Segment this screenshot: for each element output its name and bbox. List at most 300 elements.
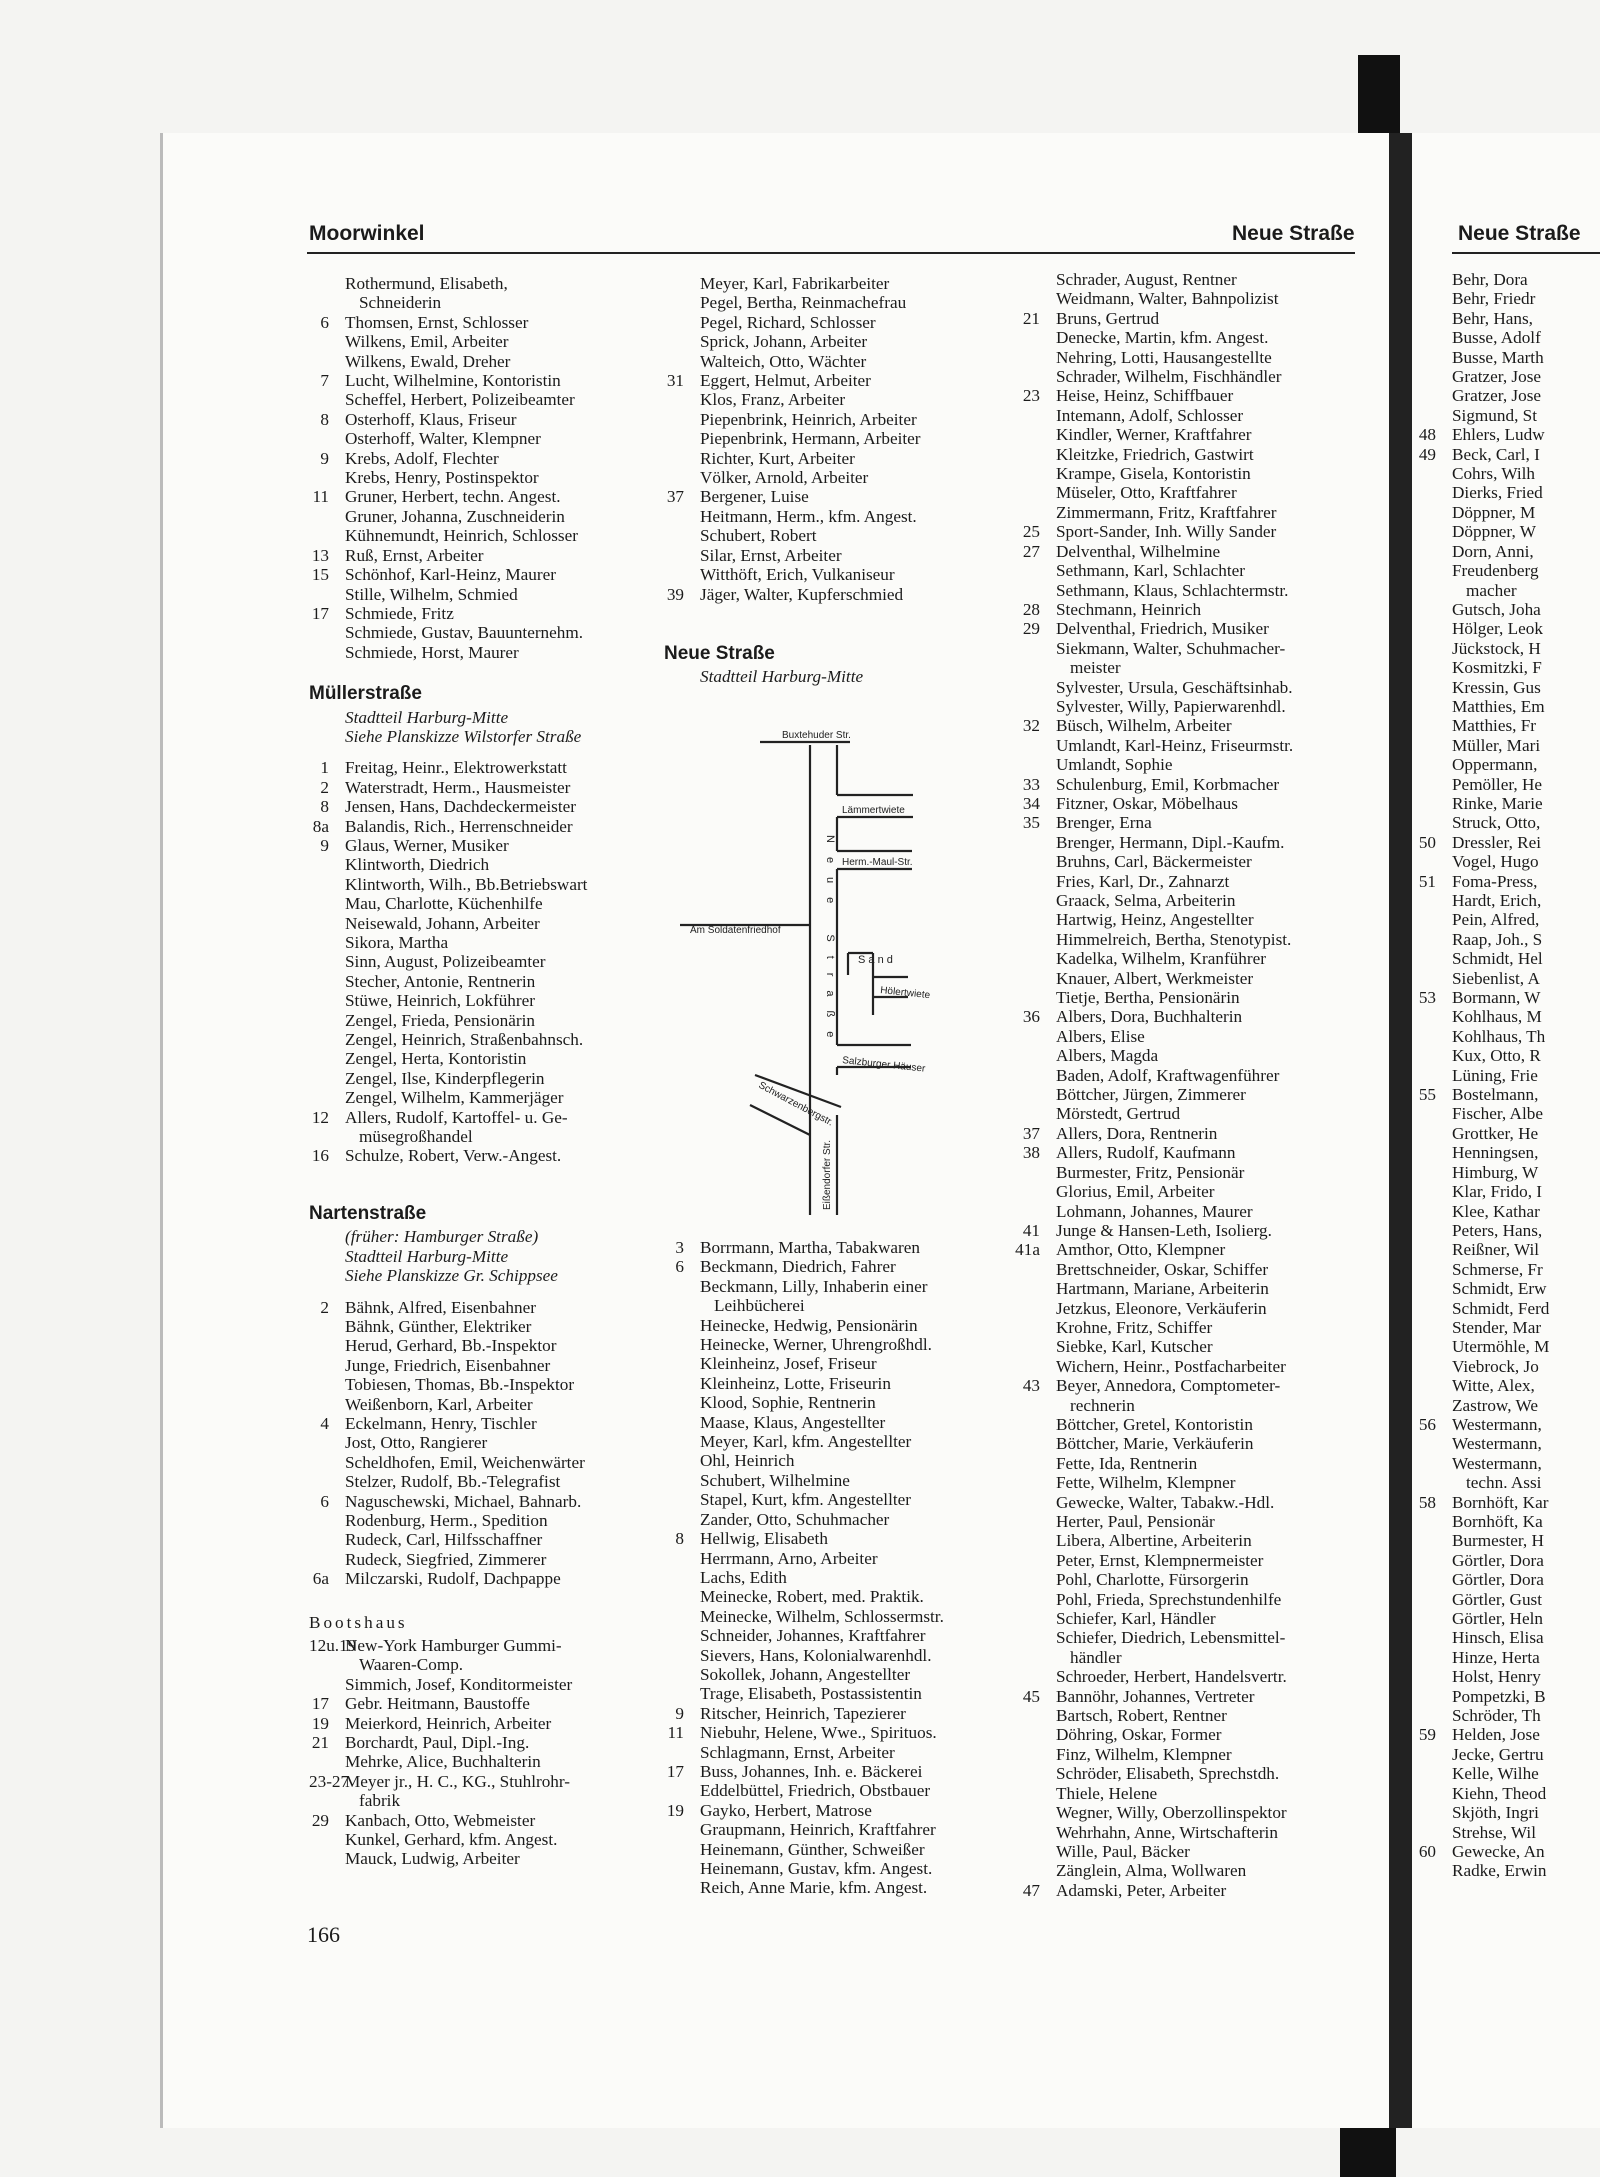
house-number (1008, 270, 1056, 289)
resident-entry: Klee, Kathar (1452, 1201, 1540, 1221)
resident-entry: Osterhoff, Walter, Klempner (345, 429, 541, 449)
house-number (1418, 1066, 1452, 1085)
directory-entry (1418, 1531, 1600, 1550)
section-title-muellerstrasse: Müllerstraße (309, 683, 422, 705)
directory-entry (1418, 1260, 1600, 1279)
resident-entry: Tietje, Bertha, Pensionärin (1056, 988, 1240, 1008)
directory-entry (309, 449, 649, 468)
house-number (309, 1069, 345, 1088)
resident-entry: Meyer, Karl, Fabrikarbeiter (700, 274, 890, 293)
house-number (660, 410, 700, 429)
directory-entry (309, 390, 649, 409)
resident-entry: Weidmann, Walter, Bahnpolizist (1056, 289, 1279, 309)
directory-entry (660, 1490, 1010, 1509)
directory-entry (309, 1298, 649, 1317)
directory-entry (660, 1820, 1010, 1839)
directory-entry (1418, 1357, 1600, 1376)
directory-entry (1418, 658, 1600, 677)
directory-entry (1008, 1473, 1358, 1492)
house-number: 29 (1022, 619, 1040, 639)
resident-entry: Jetzkus, Eleonore, Verkäuferin (1056, 1298, 1267, 1318)
resident-entry: Junge & Hansen-Leth, Isolierg. (1056, 1220, 1272, 1240)
house-number (660, 449, 700, 468)
house-number (309, 526, 345, 545)
directory-entry (1008, 1124, 1358, 1143)
resident-entry: Jensen, Hans, Dachdeckermeister (345, 797, 576, 817)
resident-entry: Sylvester, Willy, Papierwarenhdl. (1056, 696, 1286, 716)
resident-entry: Kühnemundt, Heinrich, Schlosser (345, 526, 578, 546)
house-number (309, 1030, 345, 1049)
resident-entry: Thomsen, Ernst, Schlosser (345, 312, 529, 332)
house-number (660, 1490, 700, 1509)
resident-entry: Hölger, Leok (1452, 619, 1543, 639)
directory-entry (660, 1626, 1010, 1645)
resident-entry: Stille, Wilhelm, Schmied (345, 584, 518, 604)
resident-entry: Kleinheinz, Josef, Friseur (700, 1354, 877, 1374)
resident-entry: rechnerin (1070, 1395, 1135, 1415)
house-number: 23 (1022, 386, 1040, 406)
directory-entry (309, 507, 649, 526)
resident-entry: Scheffel, Herbert, Polizeibeamter (345, 390, 575, 410)
house-number (1008, 483, 1056, 502)
directory-entry (1418, 1609, 1600, 1628)
directory-entry (660, 1549, 1010, 1568)
house-number (1418, 1260, 1452, 1279)
resident-entry: händler (1070, 1647, 1122, 1667)
house-number (1418, 581, 1452, 600)
resident-entry: Herud, Gerhard, Bb.-Inspektor (345, 1336, 557, 1356)
directory-entry (1418, 1434, 1600, 1453)
house-number: 6 (320, 1491, 329, 1511)
resident-entry: Meyer jr., H. C., KG., Stuhlrohr- (345, 1771, 570, 1791)
house-number (660, 293, 700, 312)
directory-entry (309, 293, 649, 312)
resident-entry: Burmester, H (1452, 1531, 1544, 1551)
header-right: Neue Straße (1458, 222, 1581, 245)
house-number (1008, 289, 1056, 308)
directory-entry (309, 797, 649, 816)
directory-entry (1008, 678, 1358, 697)
resident-entry: Schmerse, Fr (1452, 1259, 1543, 1279)
resident-entry: Thiele, Helene (1056, 1783, 1158, 1803)
house-number (309, 933, 345, 952)
house-number (1418, 1299, 1452, 1318)
resident-entry: Rudeck, Siegfried, Zimmerer (345, 1549, 547, 1569)
house-number: 12 (311, 1107, 329, 1127)
map-label-sand: S a n d (858, 954, 893, 966)
house-number (1418, 949, 1452, 968)
resident-entry: Piepenbrink, Heinrich, Arbeiter (700, 409, 917, 429)
directory-entry (1008, 1085, 1358, 1104)
resident-entry: Hardt, Erich, (1452, 891, 1542, 910)
directory-entry (1008, 1512, 1358, 1531)
house-number (660, 1374, 700, 1393)
resident-entry: Ruß, Ernst, Arbeiter (345, 545, 484, 565)
directory-entry (309, 1108, 649, 1127)
house-number (1418, 1512, 1452, 1531)
directory-entry (309, 875, 649, 894)
house-number (1008, 367, 1056, 386)
directory-entry (309, 972, 649, 991)
directory-entry (660, 1510, 1010, 1529)
house-number (309, 468, 345, 487)
directory-entry (1008, 1396, 1358, 1415)
directory-entry (1008, 639, 1358, 658)
resident-entry: Bruns, Gertrud (1056, 308, 1160, 328)
resident-entry: Siekmann, Walter, Schuhmacher- (1056, 638, 1286, 658)
house-number (1418, 736, 1452, 755)
directory-entry (1418, 1415, 1600, 1434)
house-number: 41a (1015, 1240, 1040, 1260)
resident-entry: Schmiede, Horst, Maurer (345, 642, 519, 662)
resident-entry: Beckmann, Diedrich, Fahrer (700, 1257, 896, 1277)
house-number (660, 1878, 700, 1897)
directory-entry (1008, 1823, 1358, 1842)
directory-entry (1008, 503, 1358, 522)
resident-entry: Henningsen, (1452, 1143, 1539, 1163)
directory-entry (309, 855, 649, 874)
section-subtitle: Stadtteil Harburg-Mitte (345, 1246, 509, 1266)
directory-entry (309, 371, 649, 390)
resident-entry: Beckmann, Lilly, Inhaberin einer (700, 1276, 928, 1296)
house-number (1418, 1531, 1452, 1550)
house-number (1008, 891, 1056, 910)
resident-entry: Reißner, Wil (1452, 1240, 1540, 1260)
directory-entry (660, 1354, 1010, 1373)
house-number (1008, 1337, 1056, 1356)
directory-entry (1418, 1299, 1600, 1318)
resident-entry: Fries, Karl, Dr., Zahnarzt (1056, 871, 1230, 891)
directory-entry (660, 1684, 1010, 1703)
resident-entry: Allers, Rudolf, Kartoffel- u. Ge- (345, 1107, 568, 1127)
house-number (1418, 930, 1452, 949)
resident-entry: Pompetzki, B (1452, 1686, 1546, 1706)
directory-entry (660, 1743, 1010, 1762)
resident-entry: Zänglein, Alma, Wollwaren (1056, 1861, 1247, 1881)
resident-entry: Meierkord, Heinrich, Arbeiter (345, 1713, 552, 1733)
directory-entry (660, 1316, 1010, 1335)
directory-entry (309, 1049, 649, 1068)
house-number: 8 (320, 797, 329, 817)
resident-entry: Graack, Selma, Arbeiterin (1056, 891, 1236, 910)
directory-entry (309, 1317, 649, 1336)
house-number (309, 1752, 345, 1771)
directory-entry (1008, 716, 1358, 735)
resident-entry: Schröder, Elisabeth, Sprechstdh. (1056, 1764, 1280, 1784)
house-number (309, 972, 345, 991)
resident-entry: Rinke, Marie (1452, 793, 1543, 813)
directory-entry (1418, 910, 1600, 929)
house-number (1008, 658, 1056, 677)
house-number (1008, 561, 1056, 580)
directory-entry (309, 1772, 649, 1791)
directory-entry (1008, 775, 1358, 794)
resident-entry: Zengel, Heinrich, Straßenbahnsch. (345, 1030, 584, 1050)
house-number (660, 1859, 700, 1878)
directory-entry (309, 1414, 649, 1433)
resident-entry: Bähnk, Günther, Elektriker (345, 1316, 532, 1336)
house-number (1008, 833, 1056, 852)
house-number: 11 (312, 487, 329, 507)
house-number (309, 855, 345, 874)
house-number (1008, 1823, 1056, 1842)
house-number (309, 875, 345, 894)
directory-entry (660, 1451, 1010, 1470)
directory-entry (1418, 872, 1600, 891)
house-number (1418, 1745, 1452, 1764)
resident-entry: Matthies, Em (1452, 696, 1545, 716)
directory-entry (1008, 755, 1358, 774)
house-number (1418, 1104, 1452, 1123)
resident-entry: Bornhöft, Kar (1452, 1492, 1549, 1512)
directory-entry (660, 1432, 1010, 1451)
house-number (660, 1568, 700, 1587)
resident-entry: Görtler, Dora (1452, 1570, 1544, 1590)
directory-entry (1008, 949, 1358, 968)
house-number (1418, 891, 1452, 910)
house-number (660, 1451, 700, 1470)
resident-entry: Stapel, Kurt, kfm. Angestellter (700, 1490, 911, 1510)
directory-entry (1008, 852, 1358, 871)
header-mid: Neue Straße (1232, 222, 1355, 245)
house-number (1418, 1687, 1452, 1706)
column-3 (1008, 270, 1358, 1900)
house-number (1008, 639, 1056, 658)
directory-entry (309, 1030, 649, 1049)
resident-entry: Bornhöft, Ka (1452, 1512, 1543, 1531)
house-number (660, 1471, 700, 1490)
directory-entry (660, 332, 1010, 351)
house-number (1008, 1434, 1056, 1453)
directory-entry (309, 352, 649, 371)
house-number: 39 (666, 584, 684, 604)
house-number: 28 (1022, 599, 1040, 619)
house-number (1008, 678, 1056, 697)
resident-entry: Vogel, Hugo (1452, 852, 1539, 872)
directory-entry (1008, 406, 1358, 425)
directory-entry (1418, 270, 1600, 289)
resident-entry: Bähnk, Alfred, Eisenbahner (345, 1297, 536, 1317)
house-number (1418, 367, 1452, 386)
house-number: 45 (1022, 1686, 1040, 1706)
directory-entry (309, 332, 649, 351)
house-number (1008, 328, 1056, 347)
directory-entry (1418, 1124, 1600, 1143)
house-number: 7 (320, 371, 329, 391)
house-number (1008, 1279, 1056, 1298)
resident-entry: Pegel, Bertha, Reinmachefrau (700, 293, 907, 313)
house-number (1418, 775, 1452, 794)
house-number (309, 1791, 345, 1810)
directory-entry (309, 1511, 649, 1530)
resident-entry: Burmester, Fritz, Pensionär (1056, 1162, 1245, 1182)
book-gutter (1386, 133, 1412, 2128)
house-number (1008, 1318, 1056, 1337)
resident-entry: Westermann, (1452, 1434, 1542, 1454)
resident-entry: Jost, Otto, Rangierer (345, 1433, 488, 1453)
directory-entry (1418, 1182, 1600, 1201)
bootshaus-heading: Bootshaus (309, 1612, 408, 1632)
resident-entry: Eckelmann, Henry, Tischler (345, 1413, 537, 1433)
house-number (309, 1530, 345, 1549)
house-number (1418, 716, 1452, 735)
house-number: 9 (320, 835, 329, 855)
resident-entry: Wille, Paul, Bäcker (1056, 1841, 1190, 1861)
resident-entry: Lachs, Edith (700, 1567, 787, 1587)
resident-entry: Schmiede, Gustav, Bauunternehm. (345, 623, 584, 643)
resident-entry: Kanbach, Otto, Webmeister (345, 1810, 536, 1830)
resident-entry: Westermann, (1452, 1414, 1542, 1434)
house-number: 36 (1022, 1007, 1040, 1027)
directory-entry (1418, 503, 1600, 522)
house-number (309, 1472, 345, 1491)
resident-entry: Dorn, Anni, (1452, 541, 1534, 561)
directory-entry (1008, 445, 1358, 464)
resident-entry: Hinsch, Elisa (1452, 1628, 1544, 1648)
directory-entry (1008, 1725, 1358, 1744)
directory-entry (309, 778, 649, 797)
directory-entry (1418, 406, 1600, 425)
header-left: Moorwinkel (309, 222, 425, 245)
house-number (1418, 794, 1452, 813)
house-number (1008, 1764, 1056, 1783)
section-subtitle: Stadtteil Harburg-Mitte (700, 667, 864, 687)
resident-entry: Stender, Mar (1452, 1317, 1542, 1337)
house-number: 50 (1418, 832, 1436, 852)
resident-entry: Reich, Anne Marie, kfm. Angest. (700, 1878, 928, 1898)
directory-entry (309, 313, 649, 332)
resident-entry: Sport-Sander, Inh. Willy Sander (1056, 522, 1277, 542)
directory-entry (1418, 1007, 1600, 1026)
house-number: 60 (1418, 1841, 1436, 1861)
resident-entry: Weißenborn, Karl, Arbeiter (345, 1394, 533, 1414)
directory-entry (1008, 1202, 1358, 1221)
house-number (1418, 1318, 1452, 1337)
house-number (309, 1849, 345, 1868)
directory-entry (309, 1127, 649, 1146)
resident-entry: Balandis, Rich., Herrenschneider (345, 816, 573, 836)
directory-entry (1418, 1861, 1600, 1880)
house-number: 31 (666, 371, 684, 391)
directory-entry (1418, 678, 1600, 697)
resident-entry: Klos, Franz, Arbeiter (700, 390, 846, 410)
directory-entry (1418, 309, 1600, 328)
directory-entry (1418, 581, 1600, 600)
directory-entry (660, 1257, 1010, 1276)
house-number (660, 1277, 700, 1296)
directory-entry (1008, 1318, 1358, 1337)
house-number (1418, 270, 1452, 289)
resident-entry: Foma-Press, (1452, 871, 1538, 891)
house-number (660, 468, 700, 487)
house-number (1008, 1745, 1056, 1764)
directory-entry (309, 274, 649, 293)
resident-entry: Albers, Magda (1056, 1046, 1159, 1066)
resident-entry: Behr, Hans, (1452, 308, 1533, 328)
directory-entry (660, 1723, 1010, 1742)
resident-entry: Heinemann, Gustav, kfm. Angest. (700, 1859, 933, 1878)
directory-entry (1008, 581, 1358, 600)
resident-entry: Bartsch, Robert, Rentner (1056, 1706, 1227, 1726)
section-subtitle: Siehe Planskizze Wilstorfer Straße (345, 726, 582, 746)
resident-entry: Behr, Friedr (1452, 289, 1536, 309)
directory-entry (1418, 716, 1600, 735)
resident-entry: Utermöhle, M (1452, 1337, 1550, 1357)
resident-entry: Kohlhaus, M (1452, 1007, 1542, 1027)
resident-entry: Cohrs, Wilh (1452, 464, 1536, 484)
directory-entry (309, 546, 649, 565)
house-number (1418, 309, 1452, 328)
resident-entry: Delventhal, Wilhelmine (1056, 541, 1221, 561)
house-number: 19 (666, 1800, 684, 1820)
resident-entry: Dressler, Rei (1452, 832, 1542, 852)
directory-entry (1008, 1299, 1358, 1318)
house-number (1418, 1648, 1452, 1667)
house-number (1008, 464, 1056, 483)
directory-entry (1418, 736, 1600, 755)
resident-entry: Tobiesen, Thomas, Bb.-Inspektor (345, 1375, 575, 1395)
directory-entry (309, 1675, 649, 1694)
directory-entry (660, 1781, 1010, 1800)
directory-entry (660, 1471, 1010, 1490)
house-number (1008, 1046, 1056, 1065)
directory-entry (1008, 464, 1358, 483)
directory-entry (1418, 1590, 1600, 1609)
house-number (309, 1433, 345, 1452)
directory-entry (660, 507, 1010, 526)
directory-entry (1418, 1396, 1600, 1415)
map-label-salzburger: Salzburger Häuser (841, 1055, 926, 1075)
house-number (309, 1395, 345, 1414)
directory-entry (1008, 872, 1358, 891)
directory-entry (1418, 600, 1600, 619)
directory-entry (660, 1277, 1010, 1296)
house-number (309, 991, 345, 1010)
directory-entry (1418, 1551, 1600, 1570)
resident-entry: Müller, Mari (1452, 735, 1541, 755)
directory-entry (1008, 1007, 1358, 1026)
resident-entry: Busse, Adolf (1452, 328, 1541, 348)
resident-entry: Sokollek, Johann, Angestellter (700, 1664, 911, 1684)
directory-entry (1418, 522, 1600, 541)
resident-entry: müsegroßhandel (359, 1127, 473, 1147)
house-number (660, 1684, 700, 1703)
resident-entry: Bormann, W (1452, 988, 1541, 1008)
resident-entry: Fischer, Albe (1452, 1104, 1543, 1124)
resident-entry: Silar, Ernst, Arbeiter (700, 545, 842, 565)
house-number: 37 (1022, 1123, 1040, 1143)
house-number: 8 (675, 1529, 684, 1549)
directory-entry (309, 1356, 649, 1375)
house-number: 25 (1022, 522, 1040, 542)
directory-entry (660, 1646, 1010, 1665)
house-number (660, 546, 700, 565)
resident-entry: Piepenbrink, Hermann, Arbeiter (700, 429, 921, 449)
directory-entry (660, 1529, 1010, 1548)
resident-entry: Gratzer, Jose (1452, 386, 1542, 406)
directory-entry (1008, 658, 1358, 677)
resident-entry: Albers, Dora, Buchhalterin (1056, 1007, 1243, 1027)
directory-entry (1008, 1609, 1358, 1628)
house-number: 9 (675, 1703, 684, 1723)
house-number (309, 585, 345, 604)
directory-entry (309, 1453, 649, 1472)
house-number (1008, 425, 1056, 444)
directory-entry (1418, 1493, 1600, 1512)
resident-entry: Heinemann, Günther, Schweißer (700, 1839, 925, 1859)
house-number (309, 1336, 345, 1355)
resident-entry: Schneiderin (359, 293, 442, 313)
